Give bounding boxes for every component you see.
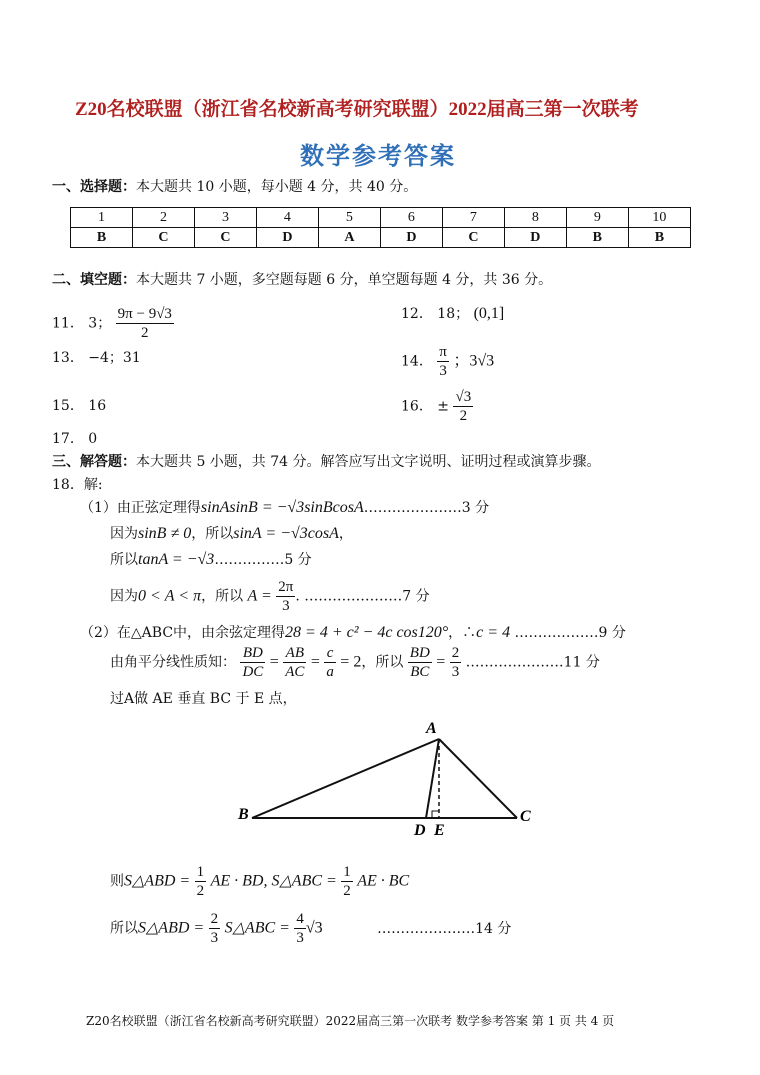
fraction-numerator: BD [409,645,430,661]
table-cell-answer: B [628,228,690,248]
answer-sign: ± [437,398,450,415]
solution-part2-line4 [110,863,409,900]
score-marker: ………………9 分 [514,625,626,641]
table-cell-number: 1 [71,208,133,228]
fraction-numerator: 1 [343,864,351,880]
table-cell-number: 7 [442,208,504,228]
score-marker: . …………………7 分 [295,588,430,605]
equation: A = [247,587,272,605]
fraction-denominator: 3 [296,930,304,946]
equation: sinA = −√3cosA [233,525,339,542]
answer-text: ；3√3 [453,352,495,370]
table-cell-answer: A [318,228,380,248]
score-marker: ……………5 分 [214,552,312,568]
solution-part1-line2 [110,525,353,543]
solution-text: 则 [110,873,124,890]
equation: S△ABD = [138,919,205,937]
fraction-denominator: 3 [210,930,219,946]
fraction-denominator: 2 [459,408,468,424]
table-cell-number: 10 [628,208,690,228]
solution-part1-line1 [80,499,489,517]
fraction-denominator: BC [410,664,430,680]
section-2-desc: 本大题共 7 小题，多空题每题 6 分，单空题每题 4 分，共 36 分。 [136,272,553,288]
section-1-heading: 一、选择题： [52,179,136,195]
table-cell-answer: C [194,228,256,248]
solution-text: ，所以 [191,526,234,542]
fraction-denominator: a [326,664,334,680]
fraction [209,910,221,947]
question-number: 16． [401,398,433,415]
fraction [341,863,353,900]
fraction [324,644,336,681]
score-marker: …………………11 分 [465,654,600,671]
fraction-denominator: 2 [196,883,205,899]
label-b: B [238,806,249,823]
solution-part1-line3 [110,551,312,569]
fraction [276,578,295,615]
solution-part2-line5 [110,910,511,947]
solution-text: （1）由正弦定理得 [80,500,201,516]
table-cell-number: 9 [566,208,628,228]
answer-text: 0 [88,431,98,447]
fraction-denominator: AC [285,664,305,680]
table-cell-number: 8 [504,208,566,228]
answer-q11 [52,305,174,342]
fraction-numerator: c [324,644,336,663]
solution-part2-line1 [80,624,626,642]
section-3-header [52,453,601,471]
fraction-denominator: 2 [141,325,149,341]
solution-text: ，所以 [361,654,404,671]
question-number: 11． [52,315,84,332]
answer-q13 [52,349,141,367]
fraction-numerator: 2π [278,579,294,595]
solution-text: ，所以 [201,588,244,605]
section-1-desc: 本大题共 10 小题，每小题 4 分，共 40 分。 [136,179,418,195]
answer-text: 16 [88,398,107,414]
right-angle-mark [432,811,439,818]
fraction-numerator: 4 [296,911,304,927]
question-number: 14． [401,353,433,370]
answer-table-numbers-row [71,208,691,228]
table-cell-number: 6 [380,208,442,228]
table-cell-answer: B [566,228,628,248]
table-cell-answer: D [504,228,566,248]
fraction [437,343,449,380]
equation: c = 4 [476,624,511,641]
table-cell-answer: C [132,228,194,248]
question-18-label: 18．解: [52,477,103,493]
fraction [450,644,462,681]
answer-q12 [401,305,504,323]
score-marker: …………………3 分 [363,500,490,516]
label-c: C [520,808,531,825]
label-d: D [414,822,426,839]
table-cell-number: 2 [132,208,194,228]
fraction [294,910,306,947]
table-cell-answer: D [256,228,318,248]
question-number: 13． [52,350,84,366]
solution-part2-line2: 由角平分线性质知： $\frac{BD}{DC}$ = $\frac{AB}{AC}$ = $\frac{c}{a}$ = 2，所以 $\frac{BD}{BC}$ = $\frac{2}{3}$ …………………11 分 [110,645,600,680]
equation: AE · BD, S△ABC = [210,872,337,890]
table-cell-number: 3 [194,208,256,228]
equation: tanA = −√3 [138,551,215,568]
solution-text: 由角平分线性质知： [110,654,236,671]
equation: 28 = 4 + c² − 4c cos120° [285,624,449,641]
fraction-numerator: √3 [455,389,472,405]
fraction-numerator: 1 [196,864,205,880]
fraction [195,863,207,900]
section-2-header [52,271,552,289]
fraction [408,644,432,681]
question-number: 15． [52,398,84,414]
solution-text: ，∴ [448,625,477,641]
segment-ab [252,739,439,818]
equation: = 2 [340,653,362,671]
fraction [283,644,306,681]
answer-table-answers-row [71,228,691,248]
answer-q16 [401,388,473,425]
fraction-denominator: 3 [451,664,460,680]
section-3-desc: 本大题共 5 小题，共 74 分。解答应写出文字说明、证明过程或演算步骤。 [136,454,601,470]
segment-ad [426,739,439,818]
answer-text: 18； [437,306,470,322]
equation: √3 [305,919,323,937]
fraction-numerator: π [439,344,447,360]
fraction [240,644,265,681]
page-footer: Z20名校联盟（浙江省名校新高考研究联盟）2022届高三第一次联考 数学参考答案 第 1 页 共 4 页 [86,1014,615,1028]
section-3-heading: 三、解答题： [52,454,136,470]
table-cell-number: 5 [318,208,380,228]
table-cell-number: 4 [256,208,318,228]
equation: sinAsinB = −√3sinBcosA [200,499,364,516]
fraction [453,388,473,425]
solution-text: 所以 [110,552,138,568]
fraction-denominator: 3 [282,598,290,614]
equation: 0 < A < π [138,587,202,605]
table-cell-answer: C [442,228,504,248]
label-a: A [426,720,437,737]
solution-text: 因为 [110,588,138,605]
answer-table [70,207,691,248]
solution-text: 所以 [110,920,138,937]
question-number: 17． [52,431,84,447]
table-cell-answer: B [71,228,133,248]
fraction-numerator: 9π − 9√3 [117,306,172,322]
fraction [116,305,174,342]
answer-q15 [52,397,106,415]
answer-text: −4；31 [88,350,141,366]
equation: S△ABD = [124,872,191,890]
answer-text: 3； [88,315,112,332]
answer-q14 [401,343,494,380]
answer-interval: (0,1] [473,305,505,322]
fraction-denominator: DC [242,664,264,680]
solution-part1-line4 [110,578,430,615]
section-1-header [52,178,417,196]
page-subtitle: 数学参考答案 [300,141,456,170]
equation: sinB ≠ 0 [138,525,192,542]
section-2-heading: 二、填空题： [52,272,136,288]
table-cell-answer: D [380,228,442,248]
equation: AE · BC [357,872,410,890]
solution-text: 因为 [110,526,138,542]
solution-part2-line3: 过A做 AE 垂直 BC 于 E 点， [110,691,297,707]
label-e: E [434,822,445,839]
score-marker: …………………14 分 [377,920,512,937]
triangle-figure [230,715,550,845]
fraction-numerator: 2 [451,645,460,661]
page-title: Z20名校联盟（浙江省名校新高考研究联盟）2022届高三第一次联考 [75,99,639,120]
question-number: 12． [401,306,433,322]
fraction-numerator: BD [240,644,265,663]
solution-text: （2）在△ABC中，由余弦定理得 [80,625,286,641]
fraction-denominator: 2 [343,883,351,899]
equation: S△ABC = [224,919,290,937]
segment-ac [439,739,517,818]
solution-text: ， [338,526,353,542]
fraction-numerator: AB [283,644,306,663]
fraction-numerator: 2 [210,911,219,927]
answer-q17 [52,430,97,448]
fraction-denominator: 3 [439,363,447,379]
